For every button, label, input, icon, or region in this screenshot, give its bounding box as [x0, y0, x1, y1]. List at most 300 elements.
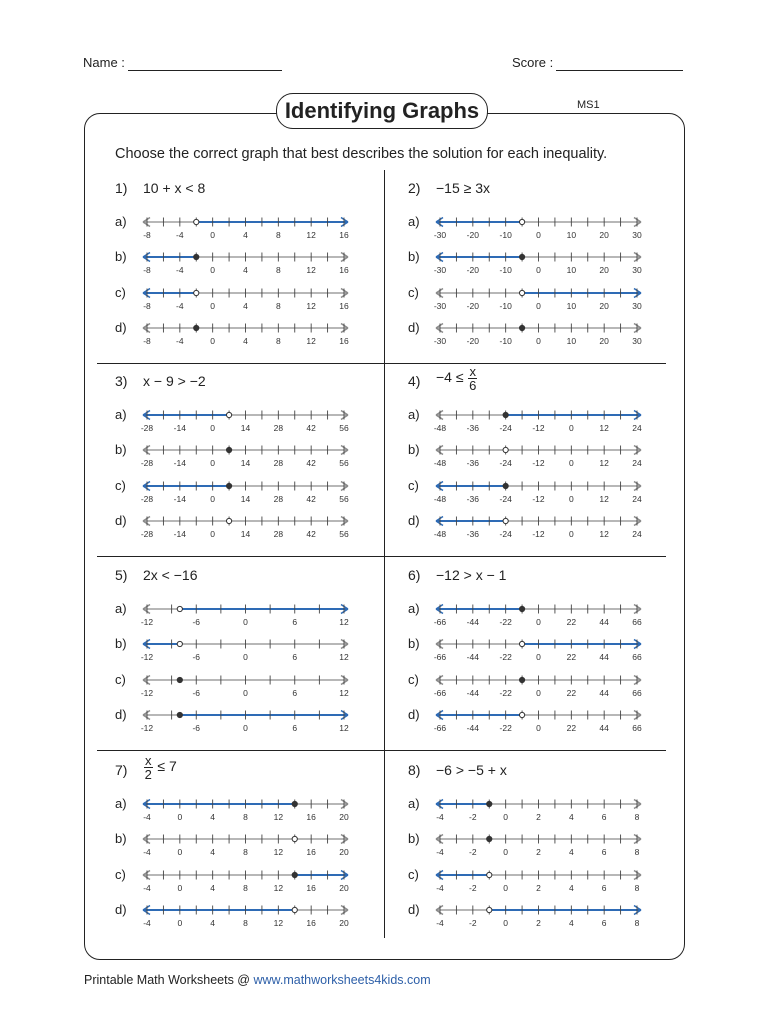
- option-label[interactable]: b): [115, 831, 127, 846]
- number-line: [433, 904, 645, 928]
- tick-label: 42: [306, 423, 316, 433]
- tick-label: -36: [466, 458, 479, 468]
- option-label[interactable]: d): [115, 513, 127, 528]
- tick-label: 4: [210, 847, 216, 857]
- number-line-option-d[interactable]: [140, 322, 352, 346]
- number-line-option-a[interactable]: [140, 603, 352, 627]
- option-label[interactable]: b): [115, 442, 127, 457]
- open-point: [519, 712, 524, 717]
- tick-label: -20: [466, 230, 479, 240]
- number-line-option-c[interactable]: [433, 480, 645, 504]
- page-title: Identifying Graphs: [276, 93, 488, 129]
- number-line-option-b[interactable]: [433, 833, 645, 857]
- inequality-text: ≤ 7: [153, 758, 177, 775]
- option-label[interactable]: b): [408, 249, 420, 264]
- number-line-option-b[interactable]: [140, 251, 352, 275]
- tick-label: 6: [601, 918, 607, 928]
- problem-number: 4): [408, 373, 421, 389]
- option-label[interactable]: c): [408, 672, 419, 687]
- option-label[interactable]: c): [115, 285, 126, 300]
- number-line: [433, 638, 645, 662]
- tick-label: -4: [436, 847, 444, 857]
- tick-label: -6: [192, 617, 201, 627]
- option-label[interactable]: d): [408, 707, 420, 722]
- tick-label: 56: [339, 529, 349, 539]
- number-line-option-c[interactable]: [433, 674, 645, 698]
- tick-label: -4: [176, 265, 184, 275]
- tick-label: 8: [243, 812, 248, 822]
- number-line: [433, 833, 645, 857]
- tick-label: 0: [243, 723, 248, 733]
- tick-label: -36: [466, 423, 479, 433]
- tick-label: 8: [634, 918, 640, 928]
- tick-label: -4: [143, 847, 151, 857]
- tick-label: 42: [306, 529, 316, 539]
- tick-label: 0: [536, 265, 541, 275]
- option-label[interactable]: c): [408, 867, 419, 882]
- footer: [84, 973, 431, 987]
- option-label[interactable]: b): [408, 831, 420, 846]
- tick-label: -66: [433, 652, 447, 662]
- tick-label: -22: [499, 723, 512, 733]
- problem-2: [408, 180, 693, 370]
- tick-label: 42: [306, 458, 316, 468]
- tick-label: 12: [339, 688, 349, 698]
- number-line-option-c[interactable]: [140, 674, 352, 698]
- tick-label: 14: [240, 494, 251, 504]
- tick-label: 4: [210, 883, 216, 893]
- tick-label: 0: [503, 918, 509, 928]
- number-line-option-d[interactable]: [140, 904, 352, 928]
- closed-point: [487, 836, 492, 841]
- tick-label: 0: [243, 688, 248, 698]
- closed-point: [487, 801, 492, 806]
- number-line: [433, 674, 645, 698]
- tick-label: 4: [568, 847, 574, 857]
- option-label[interactable]: a): [408, 407, 420, 422]
- tick-label: 0: [177, 812, 183, 822]
- number-line-option-a[interactable]: [140, 798, 352, 822]
- tick-label: 12: [339, 617, 349, 627]
- number-line-option-b[interactable]: [433, 638, 645, 662]
- tick-label: 0: [210, 529, 216, 539]
- score-field[interactable]: [556, 70, 683, 71]
- option-label[interactable]: c): [115, 867, 126, 882]
- tick-label: 42: [306, 494, 316, 504]
- tick-label: -24: [499, 529, 512, 539]
- number-line: [433, 515, 645, 539]
- tick-label: -22: [499, 652, 512, 662]
- open-point: [226, 518, 231, 523]
- tick-label: 2: [536, 883, 541, 893]
- option-label[interactable]: d): [115, 320, 127, 335]
- tick-label: 0: [210, 301, 216, 311]
- option-label[interactable]: a): [408, 214, 420, 229]
- number-line-option-c[interactable]: [140, 287, 352, 311]
- tick-label: -14: [173, 458, 186, 468]
- tick-label: -4: [143, 812, 151, 822]
- tick-label: 0: [536, 652, 541, 662]
- tick-label: -24: [499, 494, 512, 504]
- number-line: [140, 603, 352, 627]
- open-point: [194, 290, 199, 295]
- tick-label: 12: [599, 423, 609, 433]
- problem-number: 1): [115, 180, 128, 196]
- tick-label: -4: [436, 812, 444, 822]
- number-line-option-a[interactable]: [433, 409, 645, 433]
- fraction: [468, 365, 477, 392]
- tick-label: -12: [532, 494, 545, 504]
- tick-label: 22: [566, 688, 577, 698]
- number-line-option-c[interactable]: [433, 869, 645, 893]
- tick-label: -6: [192, 652, 201, 662]
- number-line-option-d[interactable]: [433, 904, 645, 928]
- problem-number: 2): [408, 180, 421, 196]
- tick-label: 8: [275, 336, 281, 346]
- option-label[interactable]: b): [408, 442, 420, 457]
- number-line-option-a[interactable]: [140, 216, 352, 240]
- tick-label: -10: [499, 336, 512, 346]
- tick-label: 0: [536, 336, 541, 346]
- tick-label: 20: [339, 812, 349, 822]
- option-label[interactable]: d): [408, 902, 420, 917]
- tick-label: 0: [568, 423, 574, 433]
- number-line: [140, 904, 352, 928]
- open-point: [519, 219, 524, 224]
- option-label[interactable]: a): [115, 407, 127, 422]
- closed-point: [194, 254, 199, 259]
- tick-label: 6: [292, 652, 298, 662]
- closed-point: [194, 325, 199, 330]
- open-point: [519, 641, 524, 646]
- tick-label: -20: [466, 301, 479, 311]
- number-line: [140, 216, 352, 240]
- tick-label: -8: [143, 336, 151, 346]
- inequality-text: −4 ≤: [436, 369, 468, 386]
- tick-label: 30: [632, 301, 642, 311]
- open-point: [503, 447, 508, 452]
- tick-label: 4: [243, 301, 248, 311]
- tick-label: 16: [339, 265, 349, 275]
- tick-label: 0: [210, 494, 216, 504]
- number-line: [433, 251, 645, 275]
- tick-label: 0: [177, 847, 183, 857]
- inequality: −15 ≥ 3x: [436, 180, 490, 196]
- tick-label: -14: [173, 423, 186, 433]
- number-line-option-c[interactable]: [433, 287, 645, 311]
- name-label: Name :: [83, 55, 125, 70]
- tick-label: -44: [466, 688, 479, 698]
- closed-point: [177, 677, 182, 682]
- option-label[interactable]: c): [408, 285, 419, 300]
- tick-label: 12: [306, 301, 316, 311]
- number-line: [433, 322, 645, 346]
- problem-number: 7): [115, 762, 128, 778]
- option-label[interactable]: a): [408, 796, 420, 811]
- inequality: x − 9 > −2: [143, 373, 206, 389]
- number-line: [140, 251, 352, 275]
- tick-label: 20: [599, 230, 609, 240]
- number-line-option-b[interactable]: [433, 251, 645, 275]
- tick-label: -14: [173, 529, 186, 539]
- tick-label: 8: [634, 812, 640, 822]
- tick-label: 4: [568, 812, 574, 822]
- tick-label: 6: [292, 723, 298, 733]
- tick-label: -14: [173, 494, 186, 504]
- number-line-option-b[interactable]: [433, 444, 645, 468]
- tick-label: 16: [339, 301, 349, 311]
- tick-label: 2: [536, 812, 541, 822]
- tick-label: 12: [599, 494, 609, 504]
- problem-1: [115, 180, 400, 370]
- tick-label: -28: [140, 494, 154, 504]
- number-line-option-b[interactable]: [140, 444, 352, 468]
- option-label[interactable]: d): [115, 902, 127, 917]
- tick-label: 8: [243, 883, 248, 893]
- tick-label: 4: [210, 812, 216, 822]
- tick-label: 0: [536, 617, 541, 627]
- number-line-option-d[interactable]: [433, 515, 645, 539]
- problem-7: [115, 753, 400, 952]
- tick-label: -2: [469, 918, 477, 928]
- problem-number: 3): [115, 373, 128, 389]
- tick-label: 66: [632, 688, 642, 698]
- fraction-numerator: x: [469, 364, 476, 379]
- tick-label: 8: [634, 883, 640, 893]
- tick-label: 6: [292, 617, 298, 627]
- tick-label: 4: [243, 230, 248, 240]
- tick-label: -24: [499, 423, 512, 433]
- tick-label: 66: [632, 652, 642, 662]
- open-point: [177, 641, 182, 646]
- tick-label: 28: [273, 458, 284, 468]
- tick-label: 0: [503, 883, 509, 893]
- tick-label: -24: [499, 458, 512, 468]
- tick-label: -44: [466, 617, 479, 627]
- instructions: Choose the correct graph that best describes the solution for each inequality.: [115, 146, 608, 162]
- tick-label: 16: [306, 883, 316, 893]
- number-line: [433, 869, 645, 893]
- number-line: [140, 638, 352, 662]
- number-line: [433, 709, 645, 733]
- fraction: [144, 754, 153, 781]
- tick-label: -66: [433, 688, 447, 698]
- tick-label: -36: [466, 529, 479, 539]
- open-point: [292, 907, 297, 912]
- closed-point: [226, 483, 231, 488]
- option-label[interactable]: b): [115, 249, 127, 264]
- closed-point: [292, 872, 297, 877]
- tick-label: 8: [275, 265, 281, 275]
- tick-label: -28: [140, 423, 154, 433]
- problem-3: [115, 373, 400, 563]
- inequality: [143, 754, 177, 781]
- option-label[interactable]: c): [115, 672, 126, 687]
- footer-link[interactable]: www.mathworksheets4kids.com: [253, 973, 431, 987]
- tick-label: 14: [240, 458, 251, 468]
- tick-label: -48: [433, 423, 447, 433]
- tick-label: 30: [632, 265, 642, 275]
- option-label[interactable]: d): [408, 320, 420, 335]
- number-line-option-a[interactable]: [140, 409, 352, 433]
- problem-5: [115, 567, 400, 757]
- number-line: [433, 603, 645, 627]
- number-line-option-d[interactable]: [140, 709, 352, 733]
- tick-label: -2: [469, 812, 477, 822]
- option-label[interactable]: a): [408, 601, 420, 616]
- tick-label: 12: [306, 230, 316, 240]
- number-line-option-d[interactable]: [433, 709, 645, 733]
- tick-label: -8: [143, 230, 151, 240]
- tick-label: -30: [433, 265, 447, 275]
- tick-label: 20: [339, 918, 349, 928]
- tick-label: -4: [143, 918, 151, 928]
- number-line: [140, 674, 352, 698]
- tick-label: 0: [210, 230, 216, 240]
- number-line-option-d[interactable]: [140, 515, 352, 539]
- open-point: [177, 606, 182, 611]
- option-label[interactable]: c): [115, 478, 126, 493]
- tick-label: -12: [532, 529, 545, 539]
- number-line-option-d[interactable]: [433, 322, 645, 346]
- closed-point: [177, 712, 182, 717]
- number-line: [140, 709, 352, 733]
- option-label[interactable]: d): [115, 707, 127, 722]
- tick-label: -30: [433, 301, 447, 311]
- tick-label: -4: [143, 883, 151, 893]
- tick-label: 0: [177, 883, 183, 893]
- option-label[interactable]: a): [115, 796, 127, 811]
- number-line: [433, 409, 645, 433]
- tick-label: 56: [339, 494, 349, 504]
- tick-label: 12: [273, 883, 284, 893]
- tick-label: -10: [499, 265, 512, 275]
- tick-label: 44: [599, 617, 609, 627]
- tick-label: 8: [243, 847, 248, 857]
- tick-label: 66: [632, 723, 642, 733]
- number-line: [433, 798, 645, 822]
- open-point: [519, 290, 524, 295]
- tick-label: 66: [632, 617, 642, 627]
- number-line-option-c[interactable]: [140, 869, 352, 893]
- option-label[interactable]: c): [408, 478, 419, 493]
- tick-label: -30: [433, 336, 447, 346]
- tick-label: 0: [243, 652, 248, 662]
- number-line: [140, 287, 352, 311]
- tick-label: 24: [632, 494, 642, 504]
- tick-label: 6: [601, 847, 607, 857]
- tick-label: 56: [339, 423, 349, 433]
- tick-label: 24: [632, 423, 642, 433]
- tick-label: 30: [632, 336, 642, 346]
- tick-label: 56: [339, 458, 349, 468]
- option-label[interactable]: d): [408, 513, 420, 528]
- tick-label: 16: [339, 336, 349, 346]
- tick-label: -4: [176, 301, 184, 311]
- tick-label: 0: [568, 529, 574, 539]
- option-label[interactable]: a): [115, 601, 127, 616]
- tick-label: 28: [273, 494, 284, 504]
- tick-label: -12: [140, 617, 154, 627]
- tick-label: 20: [339, 847, 349, 857]
- option-label[interactable]: b): [115, 636, 127, 651]
- tick-label: 20: [339, 883, 349, 893]
- number-line-option-a[interactable]: [433, 798, 645, 822]
- tick-label: 0: [210, 336, 216, 346]
- tick-label: 8: [634, 847, 640, 857]
- number-line-option-b[interactable]: [140, 638, 352, 662]
- tick-label: 4: [568, 883, 574, 893]
- tick-label: -20: [466, 265, 479, 275]
- tick-label: 6: [292, 688, 298, 698]
- problem-4: [408, 364, 693, 563]
- number-line: [433, 444, 645, 468]
- name-field[interactable]: [128, 70, 282, 71]
- closed-point: [519, 606, 524, 611]
- fraction-denominator: 6: [469, 378, 477, 393]
- inequality: 2x < −16: [143, 567, 198, 583]
- number-line-option-a[interactable]: [433, 216, 645, 240]
- closed-point: [292, 801, 297, 806]
- tick-label: 8: [275, 230, 281, 240]
- tick-label: 8: [243, 918, 248, 928]
- tick-label: 12: [599, 529, 609, 539]
- tick-label: 28: [273, 529, 284, 539]
- option-label[interactable]: a): [115, 214, 127, 229]
- tick-label: -6: [192, 688, 201, 698]
- inequality: −6 > −5 + x: [436, 762, 507, 778]
- tick-label: -48: [433, 494, 447, 504]
- number-line: [433, 287, 645, 311]
- tick-label: 0: [243, 617, 248, 627]
- tick-label: 12: [306, 336, 316, 346]
- tick-label: 20: [599, 336, 609, 346]
- tick-label: 20: [599, 265, 609, 275]
- tick-label: 14: [240, 529, 251, 539]
- tick-label: -2: [469, 883, 477, 893]
- number-line: [140, 444, 352, 468]
- tick-label: 44: [599, 688, 609, 698]
- tick-label: 2: [536, 847, 541, 857]
- number-line-option-b[interactable]: [140, 833, 352, 857]
- tick-label: 0: [536, 230, 541, 240]
- open-point: [226, 412, 231, 417]
- tick-label: 12: [273, 847, 284, 857]
- tick-label: 0: [210, 423, 216, 433]
- number-line: [140, 869, 352, 893]
- number-line: [140, 480, 352, 504]
- open-point: [292, 836, 297, 841]
- open-point: [487, 872, 492, 877]
- tick-label: 16: [339, 230, 349, 240]
- option-label[interactable]: b): [408, 636, 420, 651]
- tick-label: -44: [466, 652, 479, 662]
- tick-label: 10: [566, 301, 577, 311]
- number-line-option-c[interactable]: [140, 480, 352, 504]
- tick-label: -12: [140, 652, 154, 662]
- number-line: [140, 409, 352, 433]
- tick-label: 8: [275, 301, 281, 311]
- closed-point: [519, 325, 524, 330]
- tick-label: 0: [210, 458, 216, 468]
- problem-6: [408, 567, 693, 757]
- open-point: [487, 907, 492, 912]
- number-line-option-a[interactable]: [433, 603, 645, 627]
- tick-label: 0: [503, 847, 509, 857]
- closed-point: [503, 412, 508, 417]
- tick-label: 6: [601, 812, 607, 822]
- open-point: [503, 518, 508, 523]
